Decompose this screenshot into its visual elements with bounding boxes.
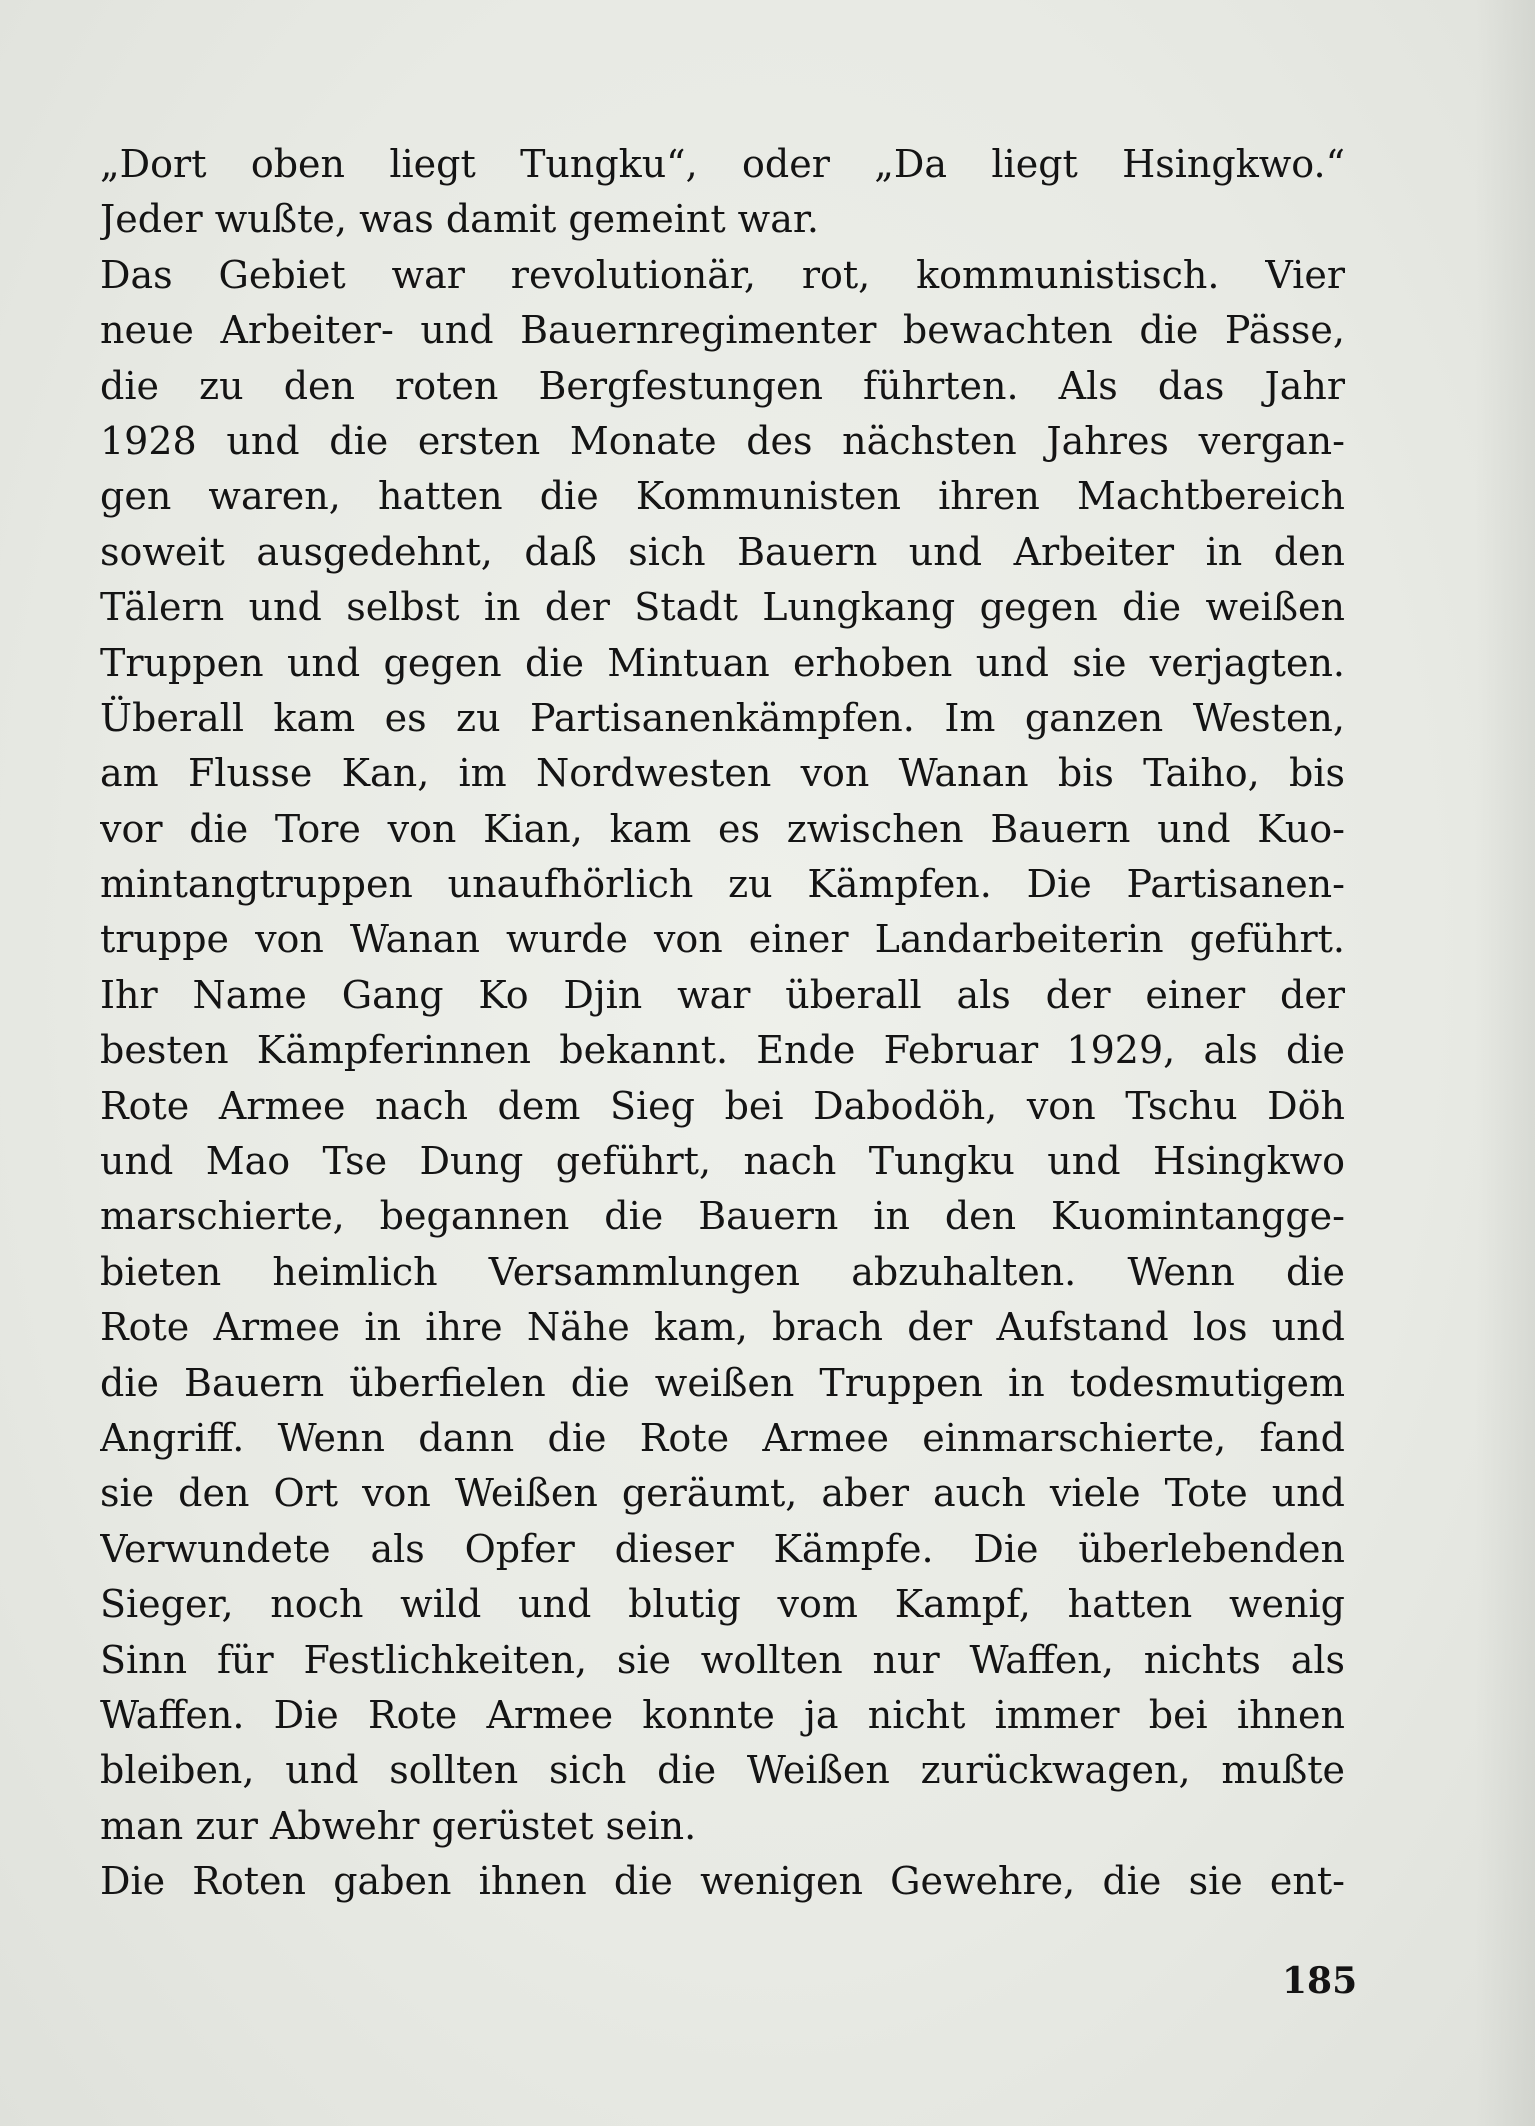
text-line: truppe von Wanan wurde von einer Landarbeiterin geführt. bbox=[100, 917, 1345, 962]
text-line: am Flusse Kan, im Nordwesten von Wanan bis Taiho, bis bbox=[100, 751, 1345, 796]
text-line: bieten heimlich Versammlungen abzuhalten. Wenn die bbox=[100, 1249, 1345, 1294]
text-line: Verwundete als Opfer dieser Kämpfe. Die überlebenden bbox=[100, 1526, 1345, 1571]
text-line: Die Roten gaben ihnen die wenigen Gewehre, die sie ent- bbox=[100, 1859, 1345, 1904]
text-line: marschierte, begannen die Bauern in den Kuomintangge- bbox=[100, 1194, 1345, 1239]
text-line: Rote Armee in ihre Nähe kam, brach der Aufstand los und bbox=[100, 1305, 1345, 1350]
text-line: gen waren, hatten die Kommunisten ihren Machtbereich bbox=[100, 474, 1345, 519]
text-line: „Dort oben liegt Tungku“, oder „Da liegt Hsingkwo.“ bbox=[100, 142, 1345, 186]
text-line: und Mao Tse Dung geführt, nach Tungku und Hsingkwo bbox=[100, 1139, 1345, 1184]
text-line: vor die Tore von Kian, kam es zwischen Bauern und Kuo- bbox=[100, 806, 1345, 851]
body-text bbox=[100, 137, 1345, 1910]
text-line: Angriff. Wenn dann die Rote Armee einmarschierte, fand bbox=[100, 1415, 1345, 1460]
text-line: bleiben, und sollten sich die Weißen zurückwagen, mußte bbox=[100, 1748, 1345, 1793]
text-line: die Bauern überfielen die weißen Truppen in todesmutigem bbox=[100, 1360, 1345, 1405]
text-line: Sieger, noch wild und blutig vom Kampf, hatten wenig bbox=[100, 1582, 1345, 1627]
text-line: Truppen und gegen die Mintuan erhoben und sie verjagten. bbox=[100, 640, 1345, 685]
text-line: soweit ausgedehnt, daß sich Bauern und Arbeiter in den bbox=[100, 529, 1345, 574]
text-line: die zu den roten Bergfestungen führten. Als das Jahr bbox=[100, 363, 1345, 408]
text-line: Rote Armee nach dem Sieg bei Dabodöh, von Tschu Döh bbox=[100, 1083, 1345, 1128]
page-edge-shadow bbox=[1475, 0, 1535, 2126]
text-line: mintangtruppen unaufhörlich zu Kämpfen. Die Partisanen- bbox=[100, 862, 1345, 907]
text-line: Das Gebiet war revolutionär, rot, kommunistisch. Vier bbox=[100, 252, 1345, 297]
text-line: Jeder wußte, was damit gemeint war. bbox=[100, 197, 819, 242]
text-line: Tälern und selbst in der Stadt Lungkang gegen die weißen bbox=[100, 585, 1345, 630]
text-line: 1928 und die ersten Monate des nächsten Jahres vergan- bbox=[100, 418, 1345, 463]
text-line: neue Arbeiter- und Bauernregimenter bewachten die Pässe, bbox=[100, 308, 1345, 353]
text-line: Überall kam es zu Partisanenkämpfen. Im ganzen Westen, bbox=[100, 695, 1345, 740]
page-number: 185 bbox=[1282, 1960, 1358, 2002]
text-line: man zur Abwehr gerüstet sein. bbox=[100, 1803, 697, 1848]
text-line: besten Kämpferinnen bekannt. Ende Februar 1929, als die bbox=[100, 1028, 1345, 1073]
text-line: Ihr Name Gang Ko Djin war überall als der einer der bbox=[100, 972, 1345, 1017]
text-line: Waffen. Die Rote Armee konnte ja nicht immer bei ihnen bbox=[100, 1692, 1345, 1737]
text-line: sie den Ort von Weißen geräumt, aber auch viele Tote und bbox=[100, 1471, 1345, 1516]
text-line: Sinn für Festlichkeiten, sie wollten nur Waffen, nichts als bbox=[100, 1637, 1345, 1682]
